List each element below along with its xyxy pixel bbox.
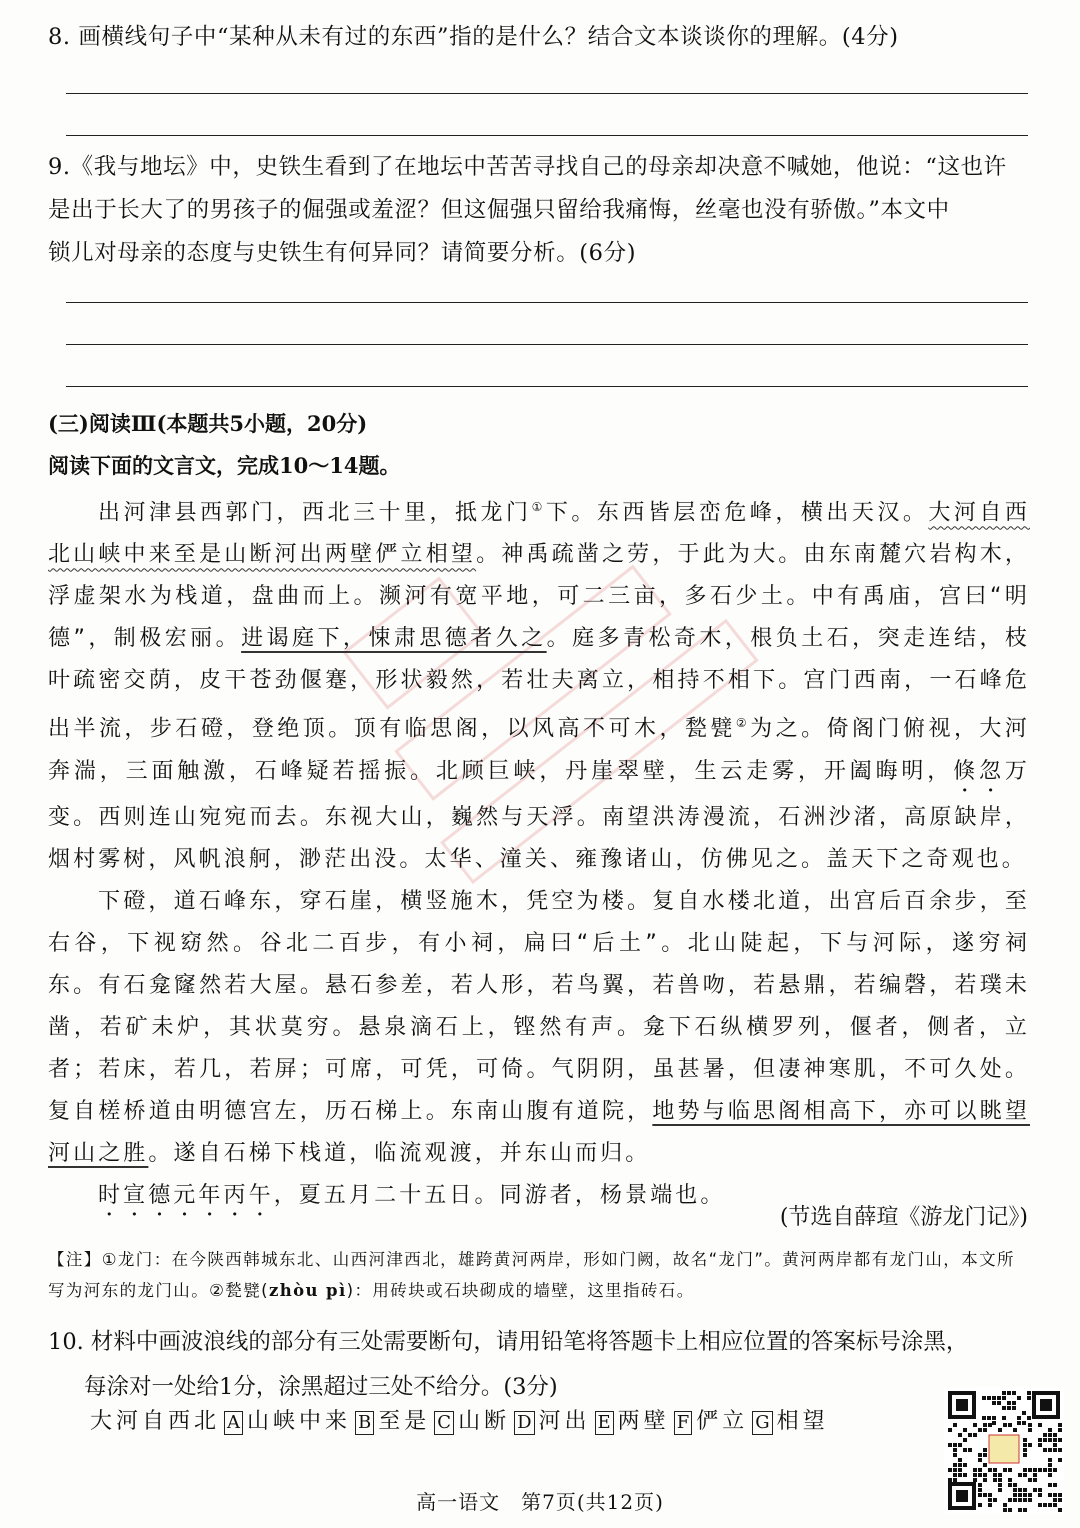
question-8-text: 8. 画横线句子中“某种从未有过的东西”指的是什么？结合文本谈谈你的理解。(4分) — [48, 24, 899, 50]
option-segment: 山断 — [458, 1409, 511, 1434]
passage-text: 为之。倚阁门俯视，大河奔湍，三面触激，石峰疑若摇振。北顾巨峡，丹崖翠壁，生云走雾，开阖晦明， — [48, 716, 1031, 784]
footnote-text: )：用砖块或石块砌成的墙壁，这里指砖石。 — [346, 1281, 695, 1300]
answer-line[interactable] — [66, 386, 1028, 387]
question-10-line: 10. 材料中画波浪线的部分有三处需要断句，请用铅笔将答题卡上相应位置的答案标号涂黑， — [48, 1329, 969, 1355]
option-c-box[interactable]: C — [434, 1411, 454, 1435]
question-9-line: 是出于长大了的男孩子的倔强或羞涩？但这倔强只留给我痛悔，丝毫也没有骄傲。”本文中 — [48, 197, 950, 223]
page-footer: 高一语文 第7页(共12页) — [416, 1490, 664, 1514]
passage-text: 下磴，道石峰东，穿石崖，横竖施木，凭空为楼。复自水楼北道，出宫后百余步，至右谷，下视窈然。谷北二百步，有小祠，扁曰“后土”。北山陡起，下与河际，遂穷祠东。有石龛窿然若大屋。悬石参差，若人形，若鸟翼，若兽吻，若悬鼎，若编磬，若璞未凿，若矿未炉，其状莫穷。悬泉滴石上，铿然有声。龛下石纵横罗列，偃者，侧者，立者；若床，若几，若屏；可席，可凭，可倚。气阴阴，虽甚暑，但凄神寒肌，不可久处。复自槎桥道由明德宫左，历石梯上。东南山腹有道院， — [48, 888, 1030, 1124]
question-10-line: 每涂对一处给1分，涂黑超过三处不给分。(3分) — [84, 1374, 558, 1400]
question-10 — [48, 1320, 1038, 1410]
passage-text: 万变。西则连山宛宛而去。东视大山，巍然与天浮。南望洪涛漫流，石洲沙渚，高原缺岸，烟村雾树，风帆浪舸，渺茫出没。太华、潼关、雍豫诸山，仿佛见之。盖天下之奇观也。 — [48, 758, 1030, 872]
answer-line[interactable] — [66, 344, 1028, 345]
passage-text: 。遂自石梯下栈道，临流观渡，并东山而归。 — [148, 1140, 651, 1166]
classical-passage — [48, 486, 1030, 1221]
dotted-word: 倏忽 — [953, 758, 1005, 784]
passage-text: 下。东西皆层峦危峰，横出天汉。 — [545, 500, 929, 526]
question-8 — [48, 16, 1028, 59]
passage-paragraph — [48, 881, 1030, 1175]
option-f-box[interactable]: F — [674, 1411, 693, 1435]
source-citation: (节选自薛瑄《游龙门记》) — [779, 1205, 1028, 1230]
passage-text: 。神禹疏凿之劳，于此为大。由东南麓穴岩构木，浮虚架水为栈道，盘曲而上。濒河有宽平地，可二三亩，多石少土。中有禹庙，宫曰“明德”，制极宏丽。 — [48, 542, 1031, 652]
q10-options — [90, 1404, 829, 1435]
option-segment: 相望 — [776, 1409, 829, 1434]
passage-text: 。庭多青松奇木，根负土石，突走连结，枝叶疏密交荫，皮干苍劲偃蹇，形状毅然，若壮夫离立，相持不相下。宫门西南，一石峰危出半流，步石磴，登绝顶。顶有临思阁，以风高不可木，甃甓 — [48, 626, 1031, 742]
option-b-box[interactable]: B — [355, 1411, 374, 1435]
footnote-pinyin: zhòu pì — [268, 1281, 347, 1300]
section-instruction: 阅读下面的文言文，完成10～14题。 — [48, 453, 401, 478]
dotted-word: 时宣德元年丙午 — [98, 1182, 274, 1208]
option-a-box[interactable]: A — [224, 1411, 243, 1435]
option-segment: 俨立 — [696, 1409, 749, 1434]
passage-text: ，夏五月二十五日。同游者，杨景端也。 — [273, 1182, 726, 1208]
underlined-sentence: 进谒庭下，悚肃思德者久之 — [241, 626, 547, 652]
option-segment: 至是 — [378, 1409, 431, 1434]
option-segment: 两壁 — [617, 1409, 670, 1434]
option-segment: 河出 — [538, 1409, 591, 1434]
passage-text: 出河津县西郭门，西北三十里，抵龙门 — [98, 500, 532, 526]
footnote-text: 【注】①龙门：在今陕西韩城东北、山西河津西北，雄跨黄河两岸，形如门阙，故名“龙门”。黄河两岸都有龙门山，本文所写为河东的龙门山。②甃甓( — [48, 1250, 1015, 1300]
footnote-ref: ① — [531, 500, 546, 514]
wavy-underlined-text: 大河自西北山峡中来至是山断河出两壁俨立相望 — [48, 500, 1031, 568]
question-9-line: 9.《我与地坛》中，史铁生看到了在地坛中苦苦寻找自己的母亲却决意不喊她，他说：“这也许 — [48, 154, 1007, 180]
option-d-box[interactable]: D — [514, 1411, 534, 1435]
option-e-box[interactable]: E — [595, 1411, 614, 1435]
option-segment: 大河自西北 — [90, 1409, 221, 1434]
question-9-line: 锁儿对母亲的态度与史铁生有何异同？请简要分析。(6分) — [48, 240, 637, 266]
footnote-ref: ② — [735, 716, 751, 731]
question-9 — [48, 146, 1028, 275]
option-g-box[interactable]: G — [752, 1411, 772, 1435]
answer-line[interactable] — [66, 302, 1028, 303]
underlined-sentence: 地势与临思阁相高下，亦可以眺望河山之胜 — [48, 1098, 1030, 1166]
answer-line[interactable] — [66, 93, 1028, 94]
section-title: (三)阅读Ⅲ(本题共5小题，20分) — [48, 411, 368, 436]
answer-line[interactable] — [66, 135, 1028, 136]
passage-paragraph — [48, 486, 1030, 881]
footnote — [48, 1244, 1030, 1306]
option-segment: 山峡中来 — [247, 1409, 352, 1434]
